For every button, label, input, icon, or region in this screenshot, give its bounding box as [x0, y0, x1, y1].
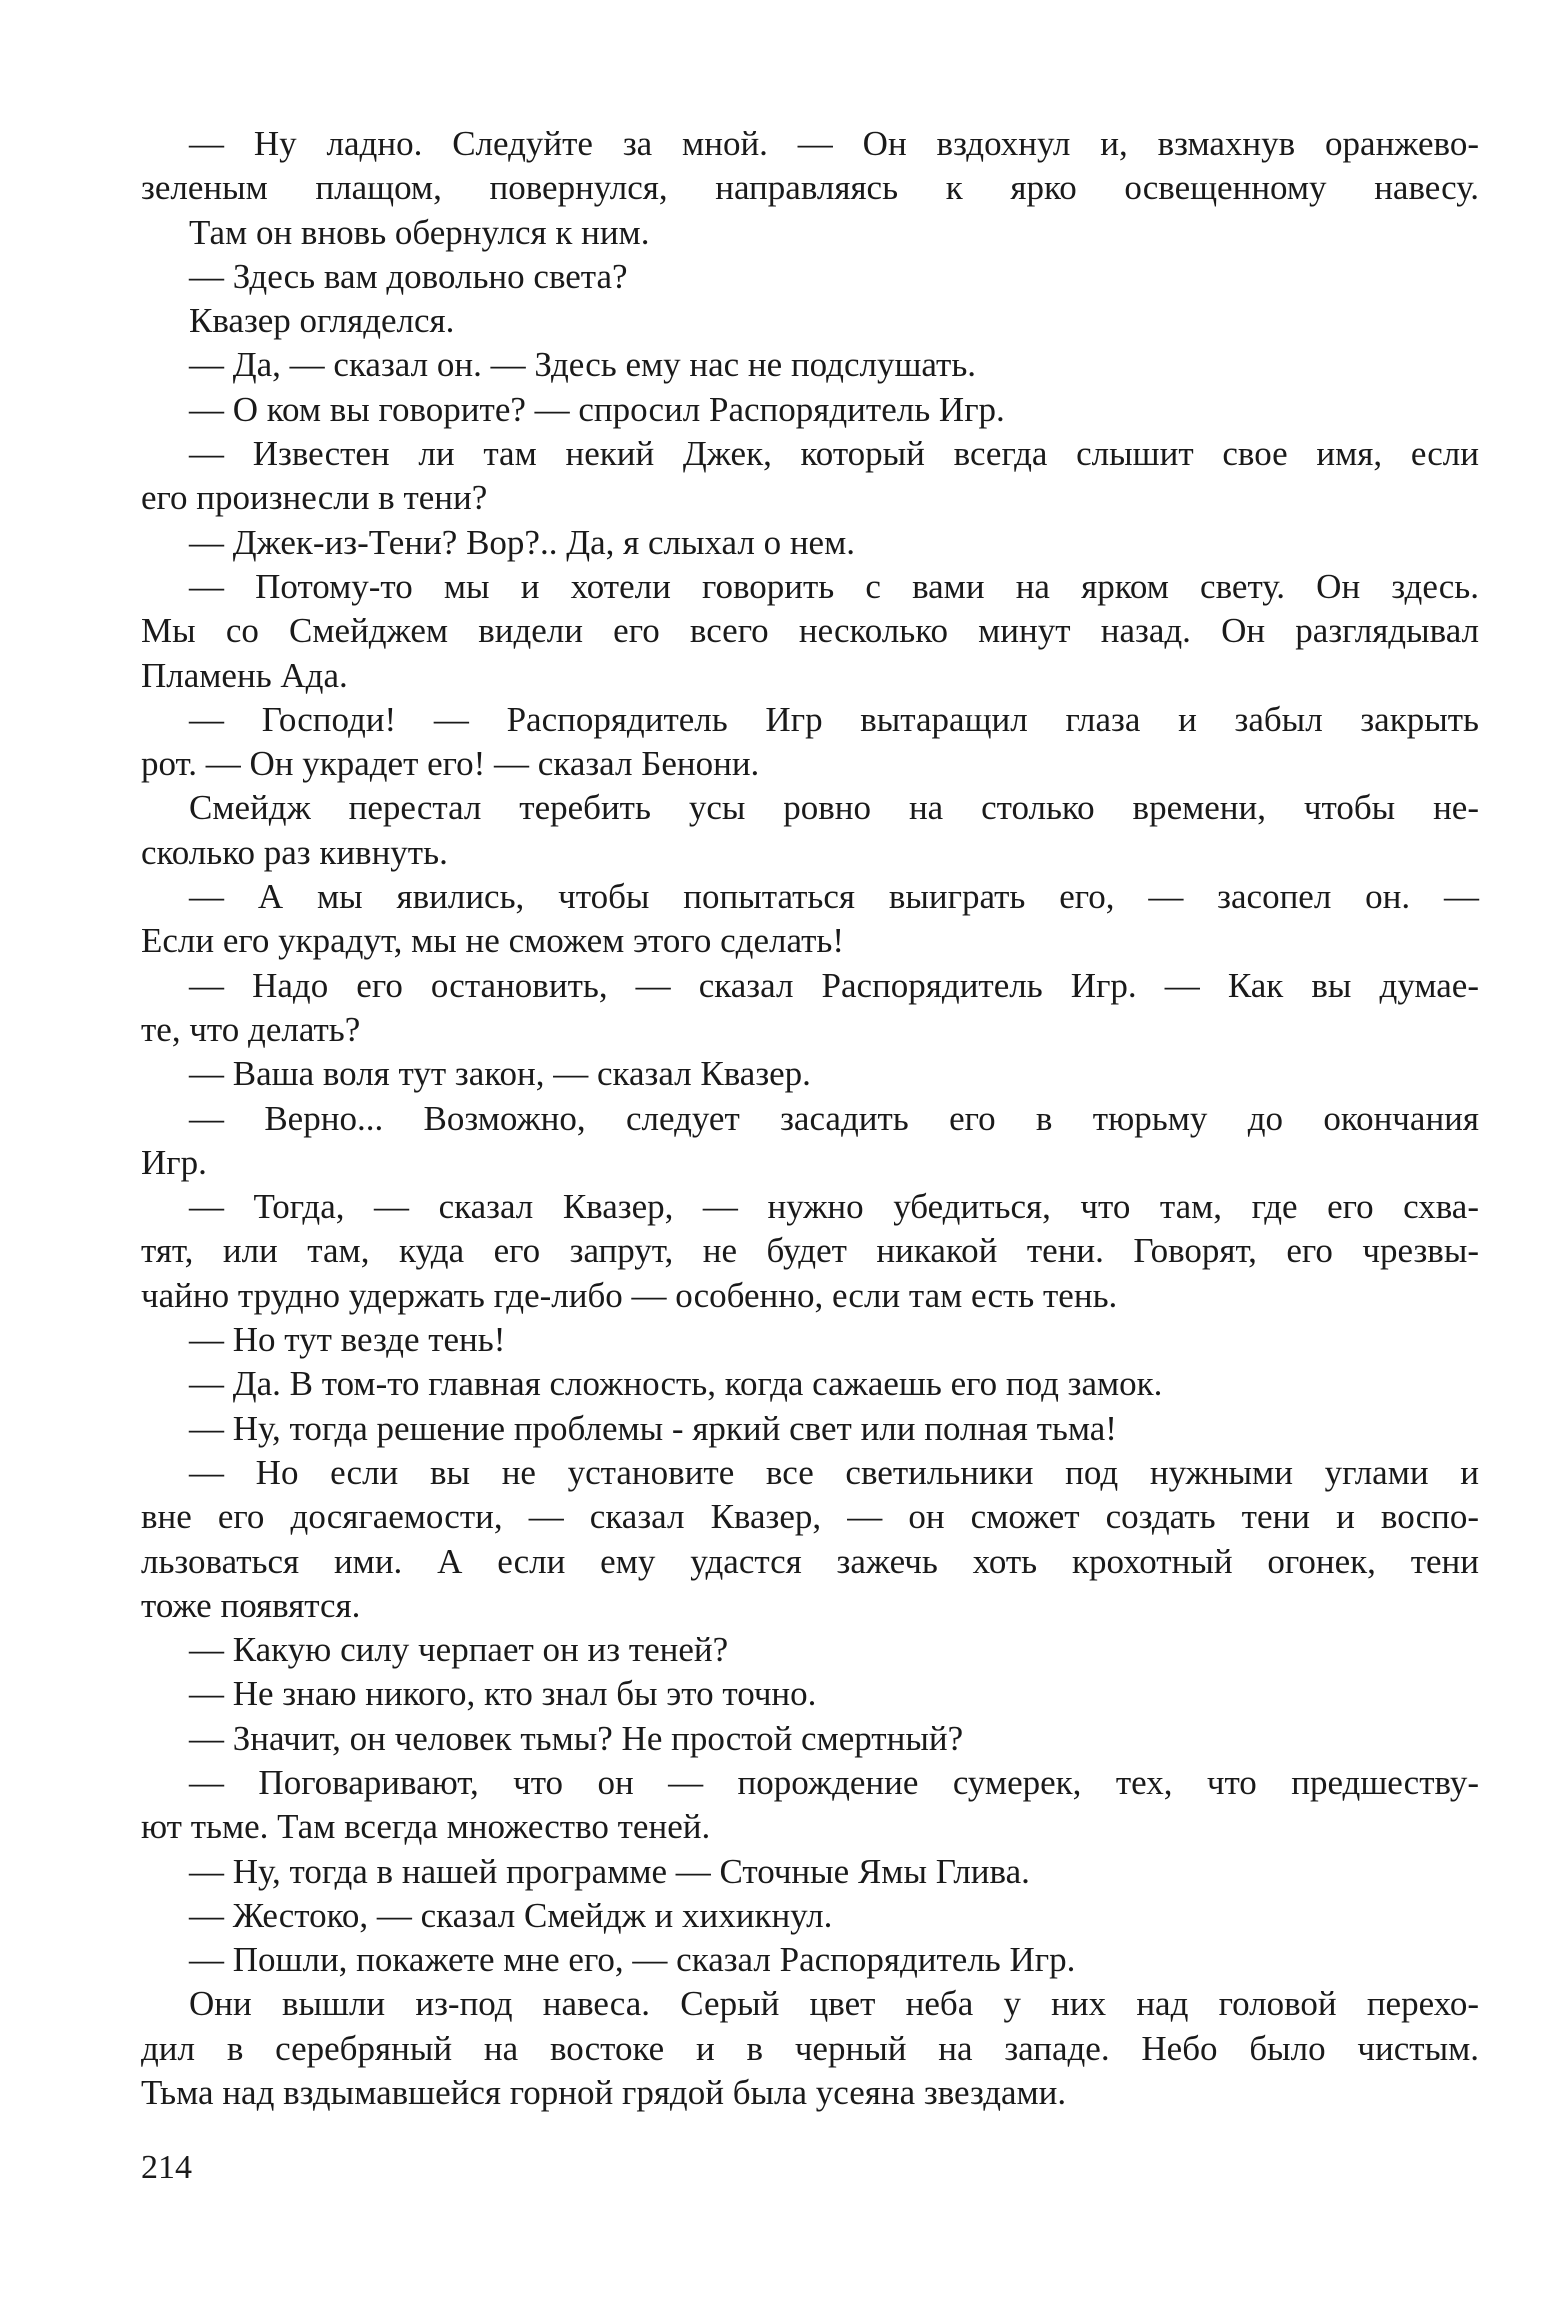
text-line: — Тогда, — сказал Квазер, — нужно убедиться, что там, где его схва- [189, 1187, 1479, 1227]
text-line: Мы со Смейджем видели его всего несколько минут назад. Он разглядывал [141, 611, 1479, 651]
text-line: сколько раз кивнуть. [141, 832, 448, 872]
text-line: — Господи! — Распорядитель Игр вытаращил глаза и забыл закрыть [189, 699, 1479, 739]
text-line: — Да, — сказал он. — Здесь ему нас не подслушать. [189, 345, 977, 385]
text-line: — Потому-то мы и хотели говорить с вами на ярком свету. Он здесь. [189, 566, 1479, 606]
text-line: — Ну, тогда решение проблемы - яркий свет или полная тьма! [189, 1408, 1117, 1448]
text-line: — Жестоко, — сказал Смейдж и хихикнул. [189, 1895, 833, 1935]
text-line: — Здесь вам довольно света? [189, 256, 628, 296]
text-line: Пламень Ада. [141, 655, 348, 695]
text-line: — Известен ли там некий Джек, который всегда слышит свое имя, если [189, 434, 1479, 474]
text-line: тят, или там, куда его запрут, не будет никакой тени. Говорят, его чрезвы- [141, 1231, 1479, 1271]
text-line: чайно трудно удержать где-либо — особенно, если там есть тень. [141, 1275, 1118, 1315]
text-line: Смейдж перестал теребить усы ровно на столько времени, чтобы не- [189, 788, 1479, 828]
text-line: Если его украдут, мы не сможем этого сделать! [141, 921, 845, 961]
body-text [141, 122, 1479, 2115]
text-line: рот. — Он украдет его! — сказал Бенони. [141, 744, 760, 784]
page-number: 214 [141, 2149, 192, 2186]
text-line: льзоваться ими. А если ему удастся зажечь хоть крохотный огонек, тени [141, 1541, 1479, 1581]
text-line: вне его досягаемости, — сказал Квазер, — он сможет создать тени и воспо- [141, 1497, 1479, 1537]
text-line: — Значит, он человек тьмы? Не простой смертный? [189, 1718, 964, 1758]
text-line: — Но если вы не установите все светильники под нужными углами и [189, 1452, 1479, 1492]
text-line: ют тьме. Там всегда множество теней. [141, 1807, 711, 1847]
text-line: Квазер огляделся. [189, 301, 455, 341]
text-line: Там он вновь обернулся к ним. [189, 212, 650, 252]
text-line: тоже появятся. [141, 1585, 361, 1625]
text-line: — Ваша воля тут закон, — сказал Квазер. [189, 1054, 811, 1094]
text-line: — Не знаю никого, кто знал бы это точно. [189, 1674, 817, 1714]
text-line: — Ну ладно. Следуйте за мной. — Он вздохнул и, взмахнув оранжево- [189, 124, 1479, 163]
text-line: — Какую силу черпает он из теней? [189, 1630, 729, 1670]
text-line: — Ну, тогда в нашей программе — Сточные Ямы Глива. [189, 1851, 1030, 1891]
text-line: — Надо его остановить, — сказал Распорядитель Игр. — Как вы думае- [189, 965, 1479, 1005]
text-line: — Но тут везде тень! [189, 1320, 506, 1360]
text-line: — Поговаривают, что он — порождение сумерек, тех, что предшеству- [189, 1762, 1479, 1802]
text-line: дил в серебряный на востоке и в черный на западе. Небо было чистым. [141, 2028, 1479, 2068]
text-line: Тьма над вздымавшейся горной грядой была усеяна звездами. [141, 2073, 1067, 2113]
text-line: — Джек-из-Тени? Вор?.. Да, я слыхал о нем. [189, 522, 855, 562]
text-line: зеленым плащом, повернулся, направляясь к ярко освещенному навесу. [141, 168, 1479, 208]
text-line: — О ком вы говорите? — спросил Распорядитель Игр. [189, 389, 1005, 429]
text-line: — Да. В том-то главная сложность, когда сажаешь его под замок. [189, 1364, 1163, 1404]
text-line: его произнесли в тени? [141, 478, 488, 518]
text-line: Игр. [141, 1142, 207, 1182]
text-line: — Пошли, покажете мне его, — сказал Распорядитель Игр. [189, 1940, 1076, 1980]
text-line: Они вышли из-под навеса. Серый цвет неба у них над головой перехо- [189, 1984, 1479, 2024]
text-line: — А мы явились, чтобы попытаться выиграть его, — засопел он. — [189, 877, 1479, 917]
text-line: — Верно... Возможно, следует засадить его в тюрьму до окончания [189, 1098, 1479, 1138]
text-line: те, что делать? [141, 1009, 361, 1049]
